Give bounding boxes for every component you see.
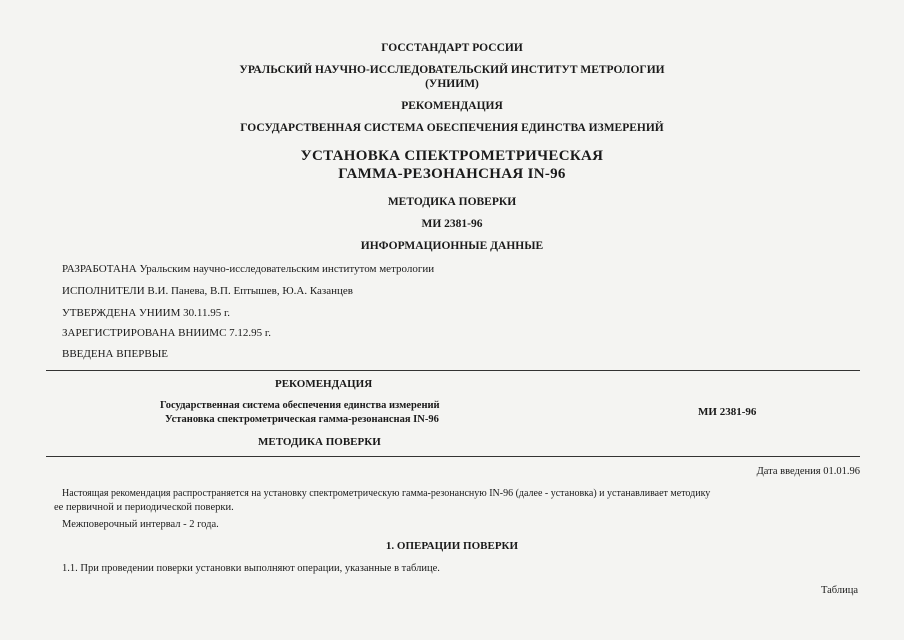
org-name: ГОССТАНДАРТ РОССИИ bbox=[381, 42, 523, 54]
institute-name: УРАЛЬСКИЙ НАУЧНО-ИССЛЕДОВАТЕЛЬСКИЙ ИНСТИТУТ МЕТРОЛОГИИ bbox=[239, 64, 665, 76]
info-approved: УТВЕРЖДЕНА УНИИМ 30.11.95 г. bbox=[62, 307, 231, 319]
scope-line1: Настоящая рекомендация распространяется на установку спектрометрическую гамма-резонансную IN-96 (далее - установка) и устанавливает методику bbox=[62, 488, 711, 499]
info-performers: ИСПОЛНИТЕЛИ В.И. Панева, В.П. Ептышев, Ю.А. Казанцев bbox=[62, 285, 354, 297]
header-subject: Установка спектрометрическая гамма-резонансная IN-96 bbox=[165, 414, 439, 425]
header-system: Государственная система обеспечения единства измерений bbox=[160, 400, 440, 411]
header-method: МЕТОДИКА ПОВЕРКИ bbox=[258, 436, 381, 448]
scope-line2: ее первичной и периодической поверки. bbox=[54, 502, 234, 513]
doc-type: РЕКОМЕНДАЦИЯ bbox=[401, 100, 503, 112]
info-introduced: ВВЕДЕНА ВПЕРВЫЕ bbox=[62, 348, 169, 360]
verification-interval: Межповерочный интервал - 2 года. bbox=[62, 519, 219, 530]
header-top-rule bbox=[46, 370, 860, 371]
doc-code: МИ 2381-96 bbox=[421, 218, 483, 230]
section-1-heading: 1. ОПЕРАЦИИ ПОВЕРКИ bbox=[385, 540, 519, 552]
info-developed: РАЗРАБОТАНА Уральским научно-исследовательским институтом метрологии bbox=[62, 263, 435, 275]
header-code: МИ 2381-96 bbox=[698, 406, 757, 418]
system-name: ГОСУДАРСТВЕННАЯ СИСТЕМА ОБЕСПЕЧЕНИЯ ЕДИНСТВА ИЗМЕРЕНИЙ bbox=[240, 122, 664, 134]
doc-title-line2: ГАММА-РЕЗОНАНСНАЯ IN-96 bbox=[338, 166, 566, 182]
clause-1-1: 1.1. При проведении поверки установки выполняют операции, указанные в таблице. bbox=[62, 563, 440, 574]
intro-date: Дата введения 01.01.96 bbox=[756, 466, 860, 477]
doc-title-line1: УСТАНОВКА СПЕКТРОМЕТРИЧЕСКАЯ bbox=[300, 148, 604, 164]
method-title: МЕТОДИКА ПОВЕРКИ bbox=[387, 196, 517, 208]
header-doc-type: РЕКОМЕНДАЦИЯ bbox=[275, 378, 373, 390]
header-bottom-rule bbox=[46, 456, 860, 457]
info-registered: ЗАРЕГИСТРИРОВАНА ВНИИМС 7.12.95 г. bbox=[62, 327, 271, 339]
table-label: Таблица bbox=[820, 585, 858, 596]
institute-abbrev: (УНИИМ) bbox=[425, 78, 479, 90]
info-heading: ИНФОРМАЦИОННЫЕ ДАННЫЕ bbox=[360, 240, 544, 252]
